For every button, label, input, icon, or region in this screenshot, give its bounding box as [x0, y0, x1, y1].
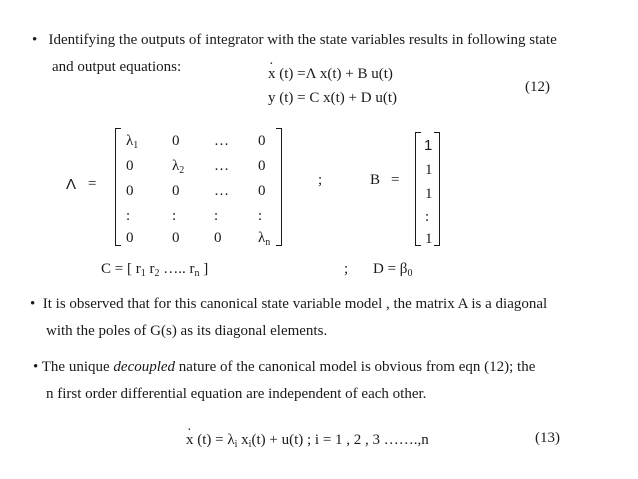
b-right-bracket — [434, 132, 440, 246]
lambda-cell — [172, 208, 176, 225]
lambda-cell-base: : — [258, 208, 263, 224]
lambda-cell — [126, 208, 130, 225]
lambda-cell — [126, 133, 138, 151]
semicolon-1: ; — [318, 172, 323, 188]
lambda-cell — [258, 230, 270, 248]
bullet2-text: It is observed that for this canonical state variable model , the matrix A is a diagonal — [42, 296, 548, 312]
bullet3-emphasis: decoupled — [113, 359, 176, 375]
lambda-equals: = — [88, 176, 97, 192]
b-cell: 1 — [425, 162, 433, 178]
lambda-cell-base: 0 — [126, 230, 134, 246]
d-equation — [373, 261, 412, 279]
lambda-cell — [258, 183, 266, 200]
c-row-rn: ….. r — [159, 261, 195, 277]
bullet1-line2: and output equations: — [52, 59, 182, 75]
lambda-cell-base: 0 — [126, 158, 134, 174]
c-row-suffix: ] — [199, 261, 209, 277]
lambda-right-bracket — [276, 128, 282, 246]
lambda-cell-base: : — [126, 208, 131, 224]
lambda-cell — [258, 208, 262, 225]
semicolon-2: ; — [344, 261, 349, 277]
lambda-cell-base: 0 — [172, 133, 180, 149]
eq13-part2: x — [237, 432, 249, 448]
bullet1-text: Identifying the outputs of integrator with the state variables results in following state — [48, 32, 557, 48]
lambda-cell — [172, 230, 180, 247]
bullet3-line1 — [33, 359, 535, 376]
lambda-cell-base: 0 — [214, 230, 222, 246]
b-cell: 1 — [425, 186, 433, 202]
b-equals: = — [391, 172, 400, 188]
bullet-marker: • — [33, 359, 39, 375]
lambda-cell — [258, 133, 266, 150]
c-row — [101, 261, 208, 279]
lambda-cell — [126, 230, 134, 247]
eq12-label: (12) — [525, 79, 550, 95]
lambda-cell-base: 0 — [258, 158, 266, 174]
eq13 — [186, 432, 429, 450]
x-dot: · x — [186, 432, 194, 449]
lambda-cell-subscript: 1 — [133, 140, 139, 151]
lambda-cell-base: 0 — [172, 230, 180, 246]
lambda-cell-base: : — [214, 208, 219, 224]
bullet2-line2: with the poles of G(s) as its diagonal elements. — [46, 323, 328, 339]
r1-subscript: 1 — [140, 268, 146, 279]
bullet3-line2: n first order differential equation are independent of each other. — [46, 386, 427, 402]
bullet3-text-before: The unique — [41, 359, 114, 375]
eq13-sub1: i — [234, 439, 238, 450]
lambda-cell-subscript: 2 — [179, 165, 185, 176]
lambda-cell-base: 0 — [258, 133, 266, 149]
lambda-left-bracket — [115, 128, 121, 246]
bullet1-line1 — [32, 32, 557, 49]
c-row-prefix: C = [ r — [101, 261, 141, 277]
lambda-cell-base: … — [214, 133, 229, 149]
b-cell: 1 — [425, 231, 433, 247]
lambda-cell — [258, 158, 266, 175]
r2-subscript: 2 — [154, 268, 160, 279]
lambda-cell-base: : — [172, 208, 177, 224]
eq13-part3: (t) + u(t) ; i = 1 , 2 , 3 …….,n — [251, 432, 429, 448]
state-equation — [268, 66, 393, 83]
d-equation-text: D = β — [373, 261, 408, 277]
lambda-cell — [172, 183, 180, 200]
lambda-cell — [214, 230, 222, 247]
lambda-cell — [126, 183, 134, 200]
b-cell: : — [425, 209, 430, 225]
lambda-cell-base: … — [214, 158, 229, 174]
bullet2-line1 — [30, 296, 547, 313]
rn-subscript: n — [194, 268, 200, 279]
lambda-cell-base: λ — [126, 133, 134, 149]
state-equation-rest: (t) =Λ x(t) + B u(t) — [275, 66, 393, 82]
lambda-cell-base: 0 — [172, 183, 180, 199]
output-equation: y (t) = C x(t) + D u(t) — [268, 90, 397, 106]
bullet-marker: • — [30, 296, 36, 312]
lambda-cell-subscript: n — [265, 237, 271, 248]
lambda-cell — [126, 158, 134, 175]
x-dot: · x — [268, 66, 276, 83]
lambda-cell-base: λ — [172, 158, 180, 174]
b-label: B — [370, 172, 381, 188]
lambda-cell — [214, 208, 218, 225]
lambda-symbol: Λ — [66, 176, 77, 193]
eq13-part1: (t) = λ — [193, 432, 235, 448]
lambda-cell — [214, 158, 229, 175]
lambda-cell-base: 0 — [258, 183, 266, 199]
lambda-cell-base: 0 — [126, 183, 134, 199]
b-left-bracket — [415, 132, 421, 246]
bullet3-text-after: nature of the canonical model is obvious from eqn (12); the — [175, 359, 536, 375]
lambda-cell — [214, 183, 229, 200]
eq13-sub2: i — [248, 439, 252, 450]
eq13-label: (13) — [535, 430, 560, 446]
lambda-cell — [172, 158, 184, 176]
c-row-r2: r — [145, 261, 155, 277]
lambda-cell-base: λ — [258, 230, 266, 246]
lambda-cell — [172, 133, 180, 150]
beta-subscript: 0 — [407, 268, 413, 279]
b-cell: 1 — [424, 137, 433, 154]
lambda-cell — [214, 133, 229, 150]
lambda-cell-base: … — [214, 183, 229, 199]
bullet-marker: • — [32, 32, 38, 48]
